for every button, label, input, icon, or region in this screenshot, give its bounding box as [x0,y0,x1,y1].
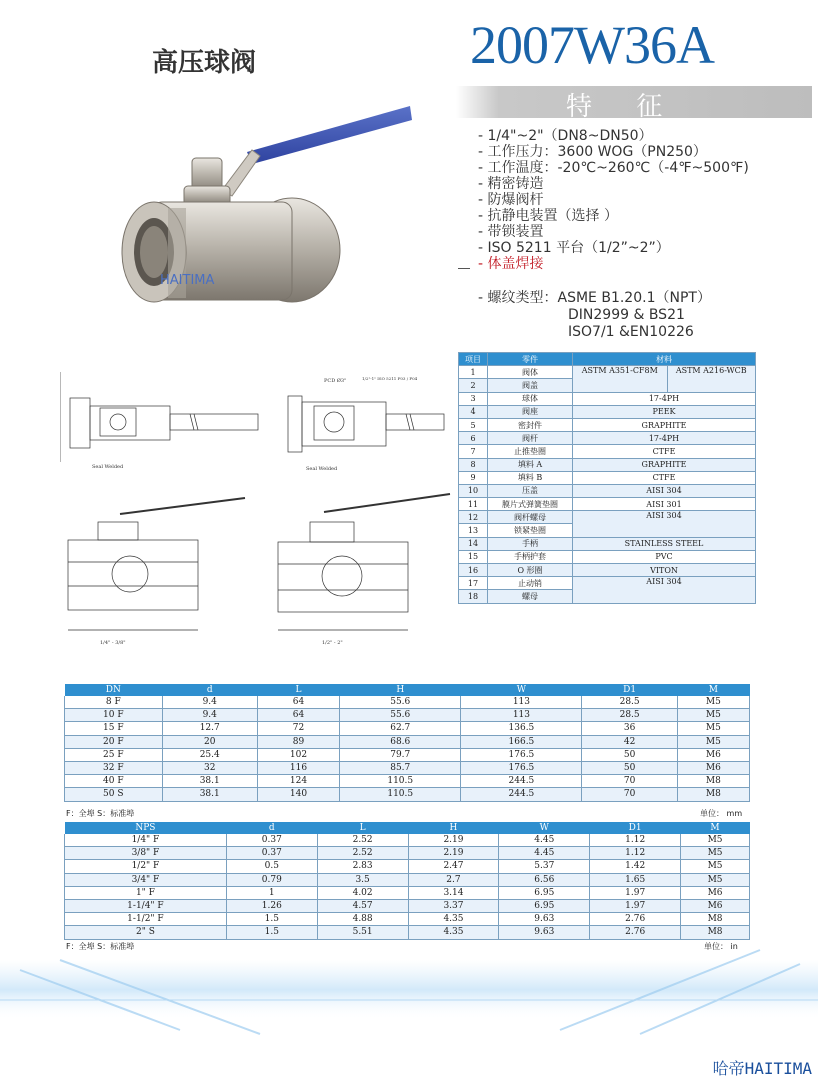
material: 17-4PH [573,432,756,445]
table-cell: 2.19 [408,847,499,860]
col-header: H [408,822,499,834]
table-cell: 113 [461,696,582,709]
feature-item: - 防爆阀杆 [478,192,544,208]
table-cell: 1.42 [590,860,681,873]
col-header: 项目 [459,353,488,366]
table-note: F：全埠 S：标准埠 [66,942,135,951]
col-header: W [499,822,590,834]
table-cell: 38.1 [162,788,257,801]
dimension-table-in [64,822,750,940]
item-number: 13 [459,524,488,537]
material-wcb: ASTM A216-WCB [667,366,756,392]
section-view-large [278,494,450,646]
material: VITON [573,564,756,577]
iso-label: 1/2"-1" ISO 5211 F03 / F04 [362,376,418,381]
materials-row [459,418,756,431]
table-cell: M6 [677,748,749,761]
divider [458,268,470,269]
table-cell: 3/8" F [65,847,227,860]
col-header: L [317,822,408,834]
section-view-small [68,498,245,646]
table-cell: 4.45 [499,834,590,847]
dimension-table-mm [64,684,750,802]
table-cell: 4.88 [317,913,408,926]
size-label: 1/2" - 2" [322,640,343,646]
col-header: W [461,684,582,696]
table-cell: M6 [681,899,750,912]
table-row [65,899,750,912]
feature-item: - ISO 5211 平台（1/2”~2”） [478,240,670,256]
table-cell: 9.63 [499,913,590,926]
col-header: 材料 [573,353,756,366]
materials-row [459,564,756,577]
table-cell: 89 [257,735,339,748]
materials-row [459,550,756,563]
table-cell: 1/2" F [65,860,227,873]
feature-item-highlight: - 体盖焊接 [478,256,544,272]
part-name: O 形圈 [488,564,573,577]
item-number: 15 [459,550,488,563]
col-header: 零件 [488,353,573,366]
table-cell: 38.1 [162,775,257,788]
table-cell: M5 [677,722,749,735]
material: PVC [573,550,756,563]
table-cell: M5 [681,860,750,873]
table-cell: 25 F [65,748,163,761]
table-row [65,847,750,860]
table-cell: 64 [257,696,339,709]
table-cell: 113 [461,709,582,722]
features-title: 特 征 [566,92,681,122]
table-cell: 116 [257,761,339,774]
table-cell: M8 [681,913,750,926]
model-number: 2007W36A [470,15,714,75]
table-cell: 15 F [65,722,163,735]
table-row [65,775,750,788]
material: CTFE [573,471,756,484]
feature-item: - 精密铸造 [478,176,544,192]
table-cell: M6 [677,761,749,774]
table-cell: 79.7 [340,748,461,761]
table-cell: 50 [582,748,677,761]
table-row [65,834,750,847]
materials-row [459,458,756,471]
item-number: 12 [459,511,488,524]
brand-footer: 哈帝HAITIMA [712,1059,812,1078]
item-number: 17 [459,577,488,590]
part-name: 止推垫圈 [488,445,573,458]
table-cell: 42 [582,735,677,748]
table-cell: 2.76 [590,913,681,926]
table-cell: M5 [677,709,749,722]
part-name: 膜片式弹簧垫圈 [488,498,573,511]
item-number: 2 [459,379,488,392]
part-name: 阀杆 [488,432,573,445]
table-cell: 244.5 [461,775,582,788]
table-cell: 32 [162,761,257,774]
material: CTFE [573,445,756,458]
part-name: 球体 [488,392,573,405]
table-cell: 1.97 [590,886,681,899]
col-header: M [681,822,750,834]
table-cell: 32 F [65,761,163,774]
material: AISI 304 [573,484,756,497]
table-cell: 0.5 [226,860,317,873]
table-cell: 70 [582,775,677,788]
table-cell: 1.12 [590,847,681,860]
item-number: 18 [459,590,488,603]
seal-label: Seal Welded [92,464,124,470]
table-row [65,735,750,748]
feature-item: - 1/4"~2"（DN8~DN50） [478,128,653,144]
table-cell: 20 [162,735,257,748]
material-cf8m: ASTM A351-CF8M [573,366,668,392]
col-header: L [257,684,339,696]
table-cell: 5.51 [317,926,408,939]
materials-row [459,511,756,524]
table-cell: 85.7 [340,761,461,774]
table-cell: 0.37 [226,847,317,860]
table-cell: M8 [681,926,750,939]
table-cell: 4.57 [317,899,408,912]
col-header: D1 [582,684,677,696]
table-cell: 28.5 [582,709,677,722]
table-cell: 8 F [65,696,163,709]
table-cell: 36 [582,722,677,735]
table-row [65,886,750,899]
table-cell: 68.6 [340,735,461,748]
table-cell: 3.14 [408,886,499,899]
table-cell: 2" S [65,926,227,939]
item-number: 4 [459,405,488,418]
materials-row [459,471,756,484]
table-cell: 55.6 [340,696,461,709]
technical-drawings [60,362,460,652]
materials-row [459,445,756,458]
materials-table [458,352,756,604]
table-row [65,722,750,735]
material: GRAPHITE [573,418,756,431]
table-cell: 3/4" F [65,873,227,886]
table-cell: 55.6 [340,709,461,722]
part-name: 手柄护套 [488,550,573,563]
table-cell: 1.5 [226,913,317,926]
table-cell: 136.5 [461,722,582,735]
part-name: 锁紧垫圈 [488,524,573,537]
table-cell: 12.7 [162,722,257,735]
table-cell: 1/4" F [65,834,227,847]
materials-row [459,405,756,418]
feature-item: - 工作温度：-20℃~260℃（-4℉~500℉) [478,160,749,176]
table-cell: 20 F [65,735,163,748]
table-row [65,709,750,722]
table-cell: 6.56 [499,873,590,886]
photo-watermark: HAITIMA [160,273,215,288]
table-cell: 1.65 [590,873,681,886]
feature-item: - 带锁装置 [478,224,544,240]
product-title: 高压球阀 [152,48,257,78]
table-cell: 140 [257,788,339,801]
table-cell: M5 [677,696,749,709]
table-cell: 1.26 [226,899,317,912]
table-cell: 0.37 [226,834,317,847]
part-name: 阀座 [488,405,573,418]
thread-line: DIN2999 & BS21 [568,307,685,323]
materials-row [459,537,756,550]
col-header: d [226,822,317,834]
part-name: 填料 B [488,471,573,484]
material: STAINLESS STEEL [573,537,756,550]
table-cell: 64 [257,709,339,722]
table-cell: 62.7 [340,722,461,735]
part-name: 阀盖 [488,379,573,392]
table-cell: 10 F [65,709,163,722]
table-cell: 5.37 [499,860,590,873]
table-row [65,696,750,709]
table-cell: 70 [582,788,677,801]
item-number: 16 [459,564,488,577]
part-name: 止动销 [488,577,573,590]
item-number: 9 [459,471,488,484]
col-header: D1 [590,822,681,834]
table-row [65,913,750,926]
item-number: 8 [459,458,488,471]
pcd-label: PCD Ø3" [324,378,347,384]
materials-row [459,432,756,445]
table-cell: 244.5 [461,788,582,801]
table-row [65,873,750,886]
unit-note: 单位： mm [700,809,743,818]
table-cell: 1.12 [590,834,681,847]
feature-item: - 抗静电装置（选择 ） [478,208,618,224]
table-cell: M5 [681,847,750,860]
item-number: 3 [459,392,488,405]
col-header: NPS [65,822,227,834]
table-cell: 3.37 [408,899,499,912]
table-cell: 40 F [65,775,163,788]
table-row [65,761,750,774]
table-row [65,788,750,801]
table-cell: 2.47 [408,860,499,873]
material: AISI 304 [573,577,756,603]
material: AISI 301 [573,498,756,511]
table-cell: 2.76 [590,926,681,939]
table-cell: M5 [677,735,749,748]
item-number: 7 [459,445,488,458]
table-cell: 9.63 [499,926,590,939]
material: GRAPHITE [573,458,756,471]
handle-sleeve [247,106,412,164]
top-view-small [60,372,258,470]
item-number: 1 [459,366,488,379]
part-name: 压盖 [488,484,573,497]
table-cell: 0.79 [226,873,317,886]
item-number: 10 [459,484,488,497]
col-header: M [677,684,749,696]
table-cell: 9.4 [162,709,257,722]
table-cell: 6.95 [499,886,590,899]
table-cell: 50 [582,761,677,774]
table-cell: 50 S [65,788,163,801]
table-cell: 124 [257,775,339,788]
part-name: 密封件 [488,418,573,431]
materials-row [459,577,756,590]
materials-row [459,498,756,511]
table-note: F：全埠 S：标准埠 [66,809,135,818]
table-cell: 110.5 [340,775,461,788]
table-cell: 72 [257,722,339,735]
table-cell: M5 [681,834,750,847]
table-cell: 6.95 [499,899,590,912]
part-name: 阀杆螺母 [488,511,573,524]
table-cell: 1-1/2" F [65,913,227,926]
materials-row [459,392,756,405]
table-cell: 2.83 [317,860,408,873]
part-name: 阀体 [488,366,573,379]
size-label: 1/4" - 3/8" [100,640,126,646]
table-cell: 1.97 [590,899,681,912]
table-cell: 1.5 [226,926,317,939]
thread-types [478,290,711,341]
table-cell: 2.7 [408,873,499,886]
table-cell: M8 [677,775,749,788]
item-number: 5 [459,418,488,431]
table-cell: 2.52 [317,847,408,860]
table-cell: 1-1/4" F [65,899,227,912]
table-cell: 28.5 [582,696,677,709]
table-cell: 2.52 [317,834,408,847]
background-decoration [0,930,818,1040]
materials-row [459,484,756,497]
table-cell: M8 [677,788,749,801]
table-cell: 4.35 [408,913,499,926]
table-cell: 176.5 [461,761,582,774]
part-name: 填料 A [488,458,573,471]
table-cell: 1 [226,886,317,899]
table-cell: M6 [681,886,750,899]
table-cell: 4.45 [499,847,590,860]
table-cell: 4.02 [317,886,408,899]
item-number: 11 [459,498,488,511]
feature-item: - 工作压力：3600 WOG（PN250） [478,144,707,160]
table-cell: 4.35 [408,926,499,939]
col-header: H [340,684,461,696]
table-cell: 110.5 [340,788,461,801]
col-header: DN [65,684,163,696]
table-cell: 176.5 [461,748,582,761]
table-cell: 2.19 [408,834,499,847]
part-name: 手柄 [488,537,573,550]
table-cell: 25.4 [162,748,257,761]
features-list [478,128,749,272]
materials-row [459,366,756,379]
table-row [65,860,750,873]
material: PEEK [573,405,756,418]
table-cell: 9.4 [162,696,257,709]
item-number: 14 [459,537,488,550]
thread-line: - 螺纹类型：ASME B1.20.1（NPT） [478,290,711,306]
table-cell: M5 [681,873,750,886]
top-view-large [288,376,444,472]
unit-note: 单位： in [704,942,738,951]
valve-photo [112,100,412,330]
material: AISI 304 [573,511,756,537]
col-header: d [162,684,257,696]
part-name: 螺母 [488,590,573,603]
thread-line: ISO7/1 &EN10226 [568,324,694,340]
table-cell: 1" F [65,886,227,899]
seal-label: Seal Welded [306,466,338,472]
item-number: 6 [459,432,488,445]
material: 17-4PH [573,392,756,405]
table-cell: 166.5 [461,735,582,748]
table-cell: 102 [257,748,339,761]
table-row [65,748,750,761]
table-cell: 3.5 [317,873,408,886]
